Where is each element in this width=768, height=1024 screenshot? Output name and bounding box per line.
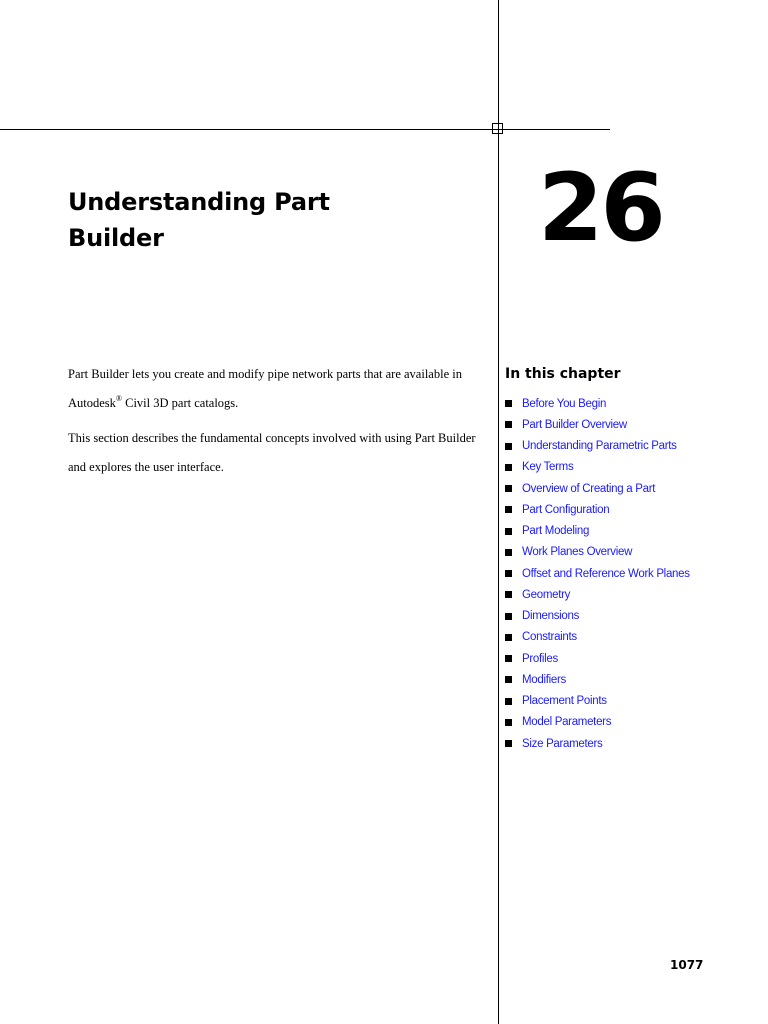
horizontal-rule (0, 129, 610, 130)
bullet-icon (505, 443, 512, 450)
toc-link-before-you-begin[interactable]: Before You Begin (522, 397, 607, 410)
toc-item (505, 563, 690, 584)
toc-link-geometry[interactable]: Geometry (522, 588, 571, 601)
page-number: 1077 (670, 958, 704, 972)
toc-item (505, 393, 690, 414)
bullet-icon (505, 464, 512, 471)
toc-link-profiles[interactable]: Profiles (522, 652, 558, 665)
bullet-icon (505, 719, 512, 726)
toc-link-part-modeling[interactable]: Part Modeling (522, 525, 590, 538)
chapter-number: 26 (538, 154, 663, 263)
bullet-icon (505, 570, 512, 577)
toc-item (505, 606, 690, 627)
bullet-icon (505, 676, 512, 683)
chapter-title (68, 184, 468, 256)
toc-link-offset-and-reference-work-planes[interactable]: Offset and Reference Work Planes (522, 567, 690, 580)
toc-link-key-terms[interactable]: Key Terms (522, 461, 574, 474)
bullet-icon (505, 698, 512, 705)
toc-item (505, 691, 690, 712)
toc-item (505, 414, 690, 435)
intro-paragraph-1-text-a: Part Builder lets you create and modify pipe network parts that are available in Autodesk (68, 367, 462, 410)
toc-link-size-parameters[interactable]: Size Parameters (522, 737, 603, 750)
vertical-rule (498, 0, 499, 1024)
toc-item (505, 499, 690, 520)
toc-link-part-builder-overview[interactable]: Part Builder Overview (522, 418, 627, 431)
toc-link-understanding-parametric-parts[interactable]: Understanding Parametric Parts (522, 440, 677, 453)
registered-mark: ® (115, 394, 122, 403)
toc-item (505, 648, 690, 669)
bullet-icon (505, 549, 512, 556)
bullet-icon (505, 655, 512, 662)
intro-paragraph-1-text-b: Civil 3D part catalogs. (122, 396, 239, 410)
crop-mark-icon (492, 123, 503, 134)
toc-item (505, 521, 690, 542)
bullet-icon (505, 591, 512, 598)
toc-heading: In this chapter (505, 366, 621, 382)
toc-link-modifiers[interactable]: Modifiers (522, 673, 566, 686)
bullet-icon (505, 421, 512, 428)
toc-link-part-configuration[interactable]: Part Configuration (522, 503, 610, 516)
toc-link-dimensions[interactable]: Dimensions (522, 610, 580, 623)
bullet-icon (505, 528, 512, 535)
toc-item (505, 627, 690, 648)
toc-link-work-planes-overview[interactable]: Work Planes Overview (522, 546, 633, 559)
toc-item (505, 457, 690, 478)
toc-item (505, 584, 690, 605)
toc-link-model-parameters[interactable]: Model Parameters (522, 716, 612, 729)
toc-link-constraints[interactable]: Constraints (522, 631, 577, 644)
bullet-icon (505, 634, 512, 641)
chapter-title-line-2: Builder (68, 224, 164, 252)
chapter-title-line-1: Understanding Part (68, 188, 330, 216)
toc-item (505, 669, 690, 690)
toc-item (505, 436, 690, 457)
bullet-icon (505, 613, 512, 620)
bullet-icon (505, 506, 512, 513)
bullet-icon (505, 740, 512, 747)
toc-item (505, 733, 690, 754)
chapter-intro (68, 360, 490, 488)
bullet-icon (505, 400, 512, 407)
toc-item (505, 542, 690, 563)
toc-item (505, 478, 690, 499)
toc-item (505, 712, 690, 733)
bullet-icon (505, 485, 512, 492)
intro-paragraph-2: This section describes the fundamental concepts involved with using Part Builder and explores the user interface. (68, 431, 476, 474)
toc-link-overview-of-creating-a-part[interactable]: Overview of Creating a Part (522, 482, 656, 495)
intro-paragraph-1 (68, 360, 490, 418)
toc-link-placement-points[interactable]: Placement Points (522, 695, 607, 708)
toc-list (505, 393, 690, 754)
